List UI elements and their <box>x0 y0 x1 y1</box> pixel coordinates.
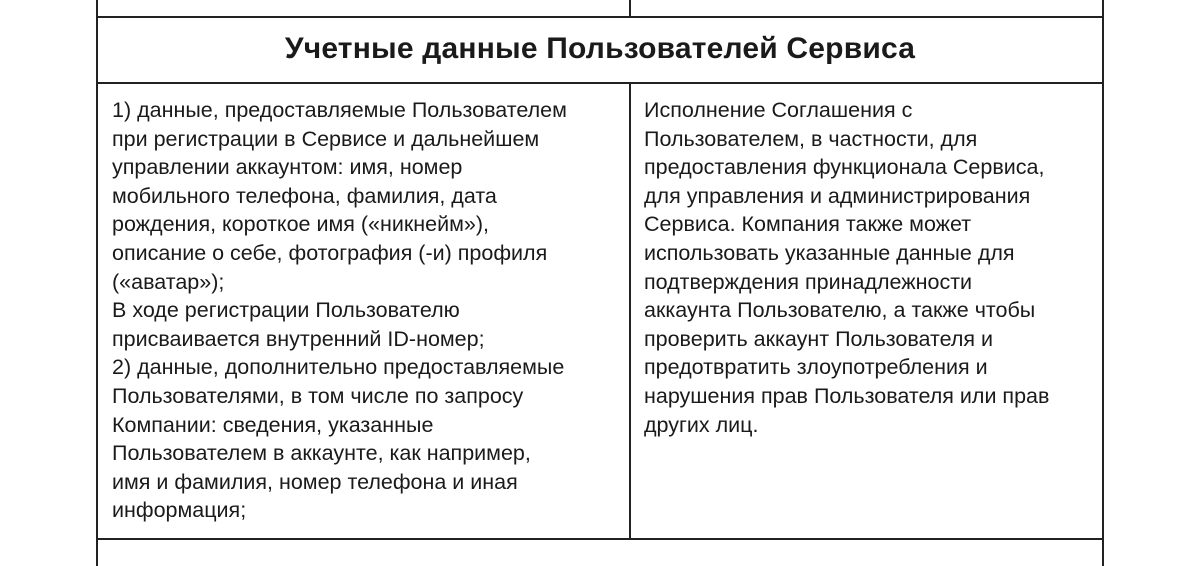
data-processing-table <box>96 0 1104 566</box>
text-line: рождения, короткое имя («никнейм»), <box>112 212 489 237</box>
column-divider <box>629 84 631 538</box>
table-row <box>98 84 1102 540</box>
text-line: при регистрации в Сервисе и дальнейшем <box>112 126 540 151</box>
section-title: Учетные данные Пользователей Сервиса <box>284 32 916 65</box>
text-line: В ходе регистрации Пользователю <box>112 298 460 323</box>
text-line: 1) данные, предоставляемые Пользователем <box>112 98 567 122</box>
text-line: («аватар»); <box>112 269 225 294</box>
column-divider <box>629 0 631 16</box>
section-header-row <box>98 16 1102 84</box>
text-line: имя и фамилия, номер телефона и иная <box>112 469 518 494</box>
text-line: Пользователями, в том числе по запросу <box>112 383 524 408</box>
text-line: 2) данные, дополнительно предоставляемые <box>112 355 565 380</box>
text-line: присваивается внутренний ID-номер; <box>112 326 485 351</box>
text-line: предотвратить злоупотребления и <box>644 355 988 380</box>
text-line: проверить аккаунт Пользователя и <box>644 326 994 351</box>
text-line: использовать указанные данные для <box>644 240 1015 265</box>
text-line: других лиц. <box>644 412 759 437</box>
text-line: нарушения прав Пользователя или прав <box>644 383 1050 408</box>
text-line: мобильного телефона, фамилия, дата <box>112 183 497 208</box>
purpose-cell <box>644 96 1094 439</box>
text-line: Пользователем в аккаунте, как например, <box>112 441 531 466</box>
text-line: управлении аккаунтом: имя, номер <box>112 155 463 180</box>
text-line: Исполнение Соглашения с <box>644 98 913 122</box>
text-line: подтверждения принадлежности <box>644 269 973 294</box>
text-line: для управления и администрирования <box>644 183 1031 208</box>
text-line: Пользователем, в частности, для <box>644 126 978 151</box>
data-description-cell <box>112 96 617 525</box>
text-line: Сервиса. Компания также может <box>644 212 972 237</box>
text-line: предоставления функционала Сервиса, <box>644 155 1045 180</box>
text-line: описание о себе, фотография (-и) профиля <box>112 240 548 265</box>
text-line: информация; <box>112 498 247 523</box>
text-line: Компании: сведения, указанные <box>112 412 434 437</box>
text-line: аккаунта Пользователю, а также чтобы <box>644 298 1036 323</box>
